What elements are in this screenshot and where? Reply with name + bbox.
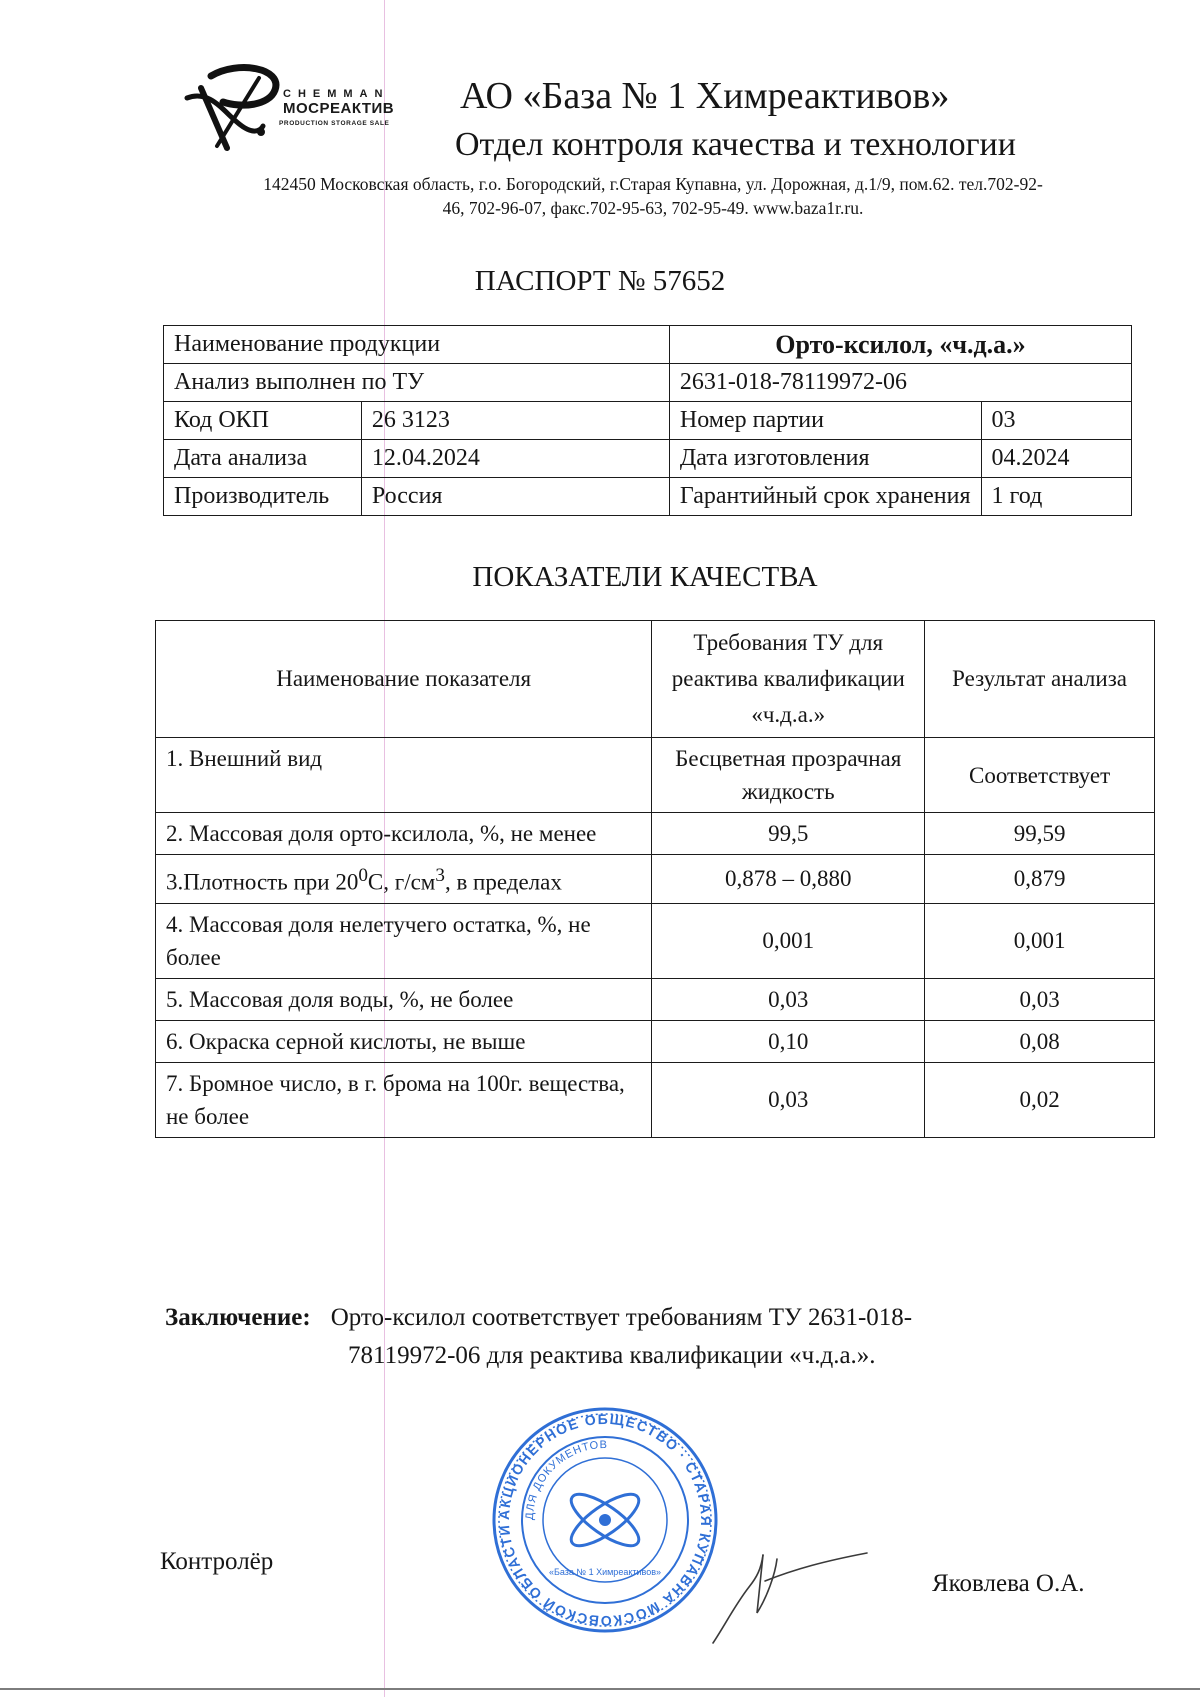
product-value: Орто-ксилол, «ч.д.а.» (669, 326, 1131, 364)
table-row (156, 1020, 1155, 1062)
controller-label: Контролёр (160, 1548, 274, 1575)
company-logo (183, 58, 428, 160)
address-line-1: 142450 Московская область, г.о. Богородский, г.Старая Купавна, ул. Дорожная, д.1/9, пом.62. тел.702-92- (263, 174, 1043, 194)
table-row (156, 903, 1155, 978)
conclusion (165, 1299, 1113, 1375)
conclusion-text-line-2: 78119972-06 для реактива квалификации «ч.д.а.». (348, 1342, 876, 1369)
manufacture-date-value: 04.2024 (981, 440, 1131, 478)
conclusion-label: Заключение: (165, 1304, 311, 1331)
indicator-name-part: , в пределах (444, 869, 562, 895)
manufacture-date-label: Дата изготовления (669, 440, 981, 478)
okp-value: 26 3123 (361, 402, 669, 440)
department-title: Отдел контроля качества и технологии (455, 126, 1016, 163)
column-header-requirements: Требования ТУ для реактива квалификации «ч.д.а.» (652, 621, 925, 738)
indicator-result: 0,03 (925, 978, 1155, 1020)
passport-info-table (163, 325, 1132, 516)
analysis-date-value: 12.04.2024 (361, 440, 669, 478)
indicator-requirement: 0,03 (652, 978, 925, 1020)
indicator-requirement: 0,03 (652, 1062, 925, 1137)
company-stamp (490, 1405, 720, 1635)
quality-title: ПОКАЗАТЕЛИ КАЧЕСТВА (472, 561, 818, 593)
product-label: Наименование продукции (164, 326, 670, 364)
indicator-requirement: 0,878 – 0,880 (652, 855, 925, 904)
indicator-name (156, 855, 652, 904)
analysis-date-label: Дата анализа (164, 440, 362, 478)
organization-address (190, 172, 1116, 220)
producer-value: Россия (361, 478, 669, 516)
indicator-requirement: 99,5 (652, 813, 925, 855)
logo-tagline: PRODUCTION STORAGE SALE (279, 120, 390, 127)
table-row (156, 1062, 1155, 1137)
table-row (164, 440, 1132, 478)
passport-title: ПАСПОРТ № 57652 (474, 265, 726, 297)
conclusion-text-line-1: Орто-ксилол соответствует требованиям ТУ 2631-018- (330, 1304, 913, 1331)
logo-mark-icon (183, 58, 293, 158)
indicator-name: 2. Массовая доля орто-ксилола, %, не менее (156, 813, 652, 855)
indicator-name: 7. Бромное число, в г. брома на 100г. вещества, не более (156, 1062, 652, 1137)
column-header-result: Результат анализа (925, 621, 1155, 738)
quality-table (155, 620, 1155, 1138)
shelf-life-value: 1 год (981, 478, 1131, 516)
table-row (164, 364, 1132, 402)
logo-word-mosreaktiv: МОСРЕАКТИВ (283, 100, 395, 117)
signature (705, 1535, 875, 1650)
indicator-name: 6. Окраска серной кислоты, не выше (156, 1020, 652, 1062)
indicator-name-part: 3.Плотность при 20 (166, 869, 359, 895)
indicator-requirement: 0,001 (652, 903, 925, 978)
table-row (156, 813, 1155, 855)
superscript-degree: 0 (358, 865, 368, 886)
producer-label: Производитель (164, 478, 362, 516)
logo-word-chemman: CHEMMAN (283, 88, 390, 100)
indicator-name: 4. Массовая доля нелетучего остатка, %, не более (156, 903, 652, 978)
address-line-2: 46, 702-96-07, факс.702-95-63, 702-95-49. www.baza1r.ru. (442, 198, 864, 218)
stamp-inner-text: ДЛЯ ДОКУМЕНТОВ (523, 1438, 609, 1521)
indicator-result: 0,08 (925, 1020, 1155, 1062)
indicator-result: Соответствует (925, 738, 1155, 813)
table-row (156, 855, 1155, 904)
indicator-name-part: C, г/см (367, 869, 436, 895)
batch-label: Номер партии (669, 402, 981, 440)
table-row (164, 402, 1132, 440)
bottom-border (0, 1688, 1200, 1690)
superscript-cube: 3 (435, 865, 445, 886)
shelf-life-label: Гарантийный срок хранения (669, 478, 981, 516)
table-row (164, 478, 1132, 516)
indicator-result: 0,001 (925, 903, 1155, 978)
table-header-row (156, 621, 1155, 738)
table-row (164, 326, 1132, 364)
indicator-name: 5. Массовая доля воды, %, не более (156, 978, 652, 1020)
controller-name: Яковлева О.А. (932, 1570, 1085, 1597)
indicator-result: 0,02 (925, 1062, 1155, 1137)
indicator-result: 99,59 (925, 813, 1155, 855)
column-header-name: Наименование показателя (156, 621, 652, 738)
indicator-name: 1. Внешний вид (156, 738, 652, 813)
indicator-requirement: Бесцветная прозрачная жидкость (652, 738, 925, 813)
table-row (156, 738, 1155, 813)
batch-value: 03 (981, 402, 1131, 440)
indicator-requirement: 0,10 (652, 1020, 925, 1062)
organization-title: АО «База № 1 Химреактивов» (460, 75, 950, 117)
stamp-center-text: «База № 1 Химреактивов» (548, 1567, 662, 1577)
tu-label: Анализ выполнен по ТУ (164, 364, 670, 402)
indicator-result: 0,879 (925, 855, 1155, 904)
stamp-outer-text: АКЦИОНЕРНОЕ ОБЩЕСТВО · СТАРАЯ КУПАВНА МОСКОВСКОЙ ОБЛАСТИ (495, 1410, 715, 1630)
table-row (156, 978, 1155, 1020)
tu-value: 2631-018-78119972-06 (669, 364, 1131, 402)
okp-label: Код ОКП (164, 402, 362, 440)
